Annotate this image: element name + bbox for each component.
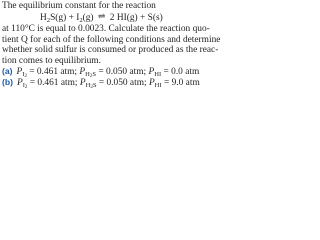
- eq-i-sub: 2: [79, 17, 83, 24]
- problem-text: [0, 0, 221, 90]
- part-b-v1: = 0.461 atm;: [27, 78, 80, 88]
- part-b-v2: = 0.050 atm;: [96, 78, 149, 88]
- part-b-s2b: 2: [90, 85, 93, 90]
- part-a-p2: P: [79, 67, 86, 77]
- part-a-s2b: 2: [89, 74, 93, 79]
- part-a-s2: H: [85, 71, 90, 78]
- part-a-v2: = 0.050 atm;: [96, 67, 149, 77]
- part-a-s1b: 2: [24, 74, 27, 79]
- part-a-p1: P: [16, 67, 23, 77]
- eq-h: H: [40, 13, 47, 23]
- part-b-s1b: 2: [24, 85, 28, 90]
- part-a-v1: = 0.461 atm;: [26, 67, 80, 77]
- eq-products: 2 HI(g) + S(s): [109, 13, 163, 23]
- part-a-label: (a): [2, 66, 13, 76]
- body-line-1: at 110°C is equal to 0.0023. Calculate the reaction quo-: [2, 24, 210, 34]
- equilibrium-arrow-icon: ⇌: [97, 11, 106, 21]
- eq-reactant2-rest: (g): [82, 13, 94, 23]
- body-line-3: whether solid sulfur is consumed or produced as the reac-: [2, 45, 219, 55]
- body-line-4: tion comes to equilibrium.: [2, 55, 101, 66]
- part-b-v3: = 9.0 atm: [161, 78, 200, 88]
- part-a-s2c: S: [92, 71, 97, 78]
- reaction-equation: [40, 12, 163, 24]
- part-b-s2: H: [85, 82, 91, 89]
- part-a-v3: = 0.0 atm: [161, 67, 200, 77]
- part-b-s3: HI: [154, 82, 162, 89]
- part-b: [2, 77, 200, 90]
- part-a-p3: P: [148, 67, 155, 77]
- part-b-p1: P: [16, 78, 23, 88]
- part-b-p3: P: [148, 78, 155, 88]
- intro-line: The equilibrium constant for the reaction: [2, 1, 156, 11]
- eq-reactant1-rest: S(g) + I: [50, 13, 80, 23]
- part-b-p2: P: [79, 78, 86, 88]
- eq-h-sub: 2: [46, 17, 51, 24]
- part-b-s2c: S: [92, 82, 97, 89]
- part-a-s3: HI: [154, 71, 162, 78]
- part-a-s1: I: [22, 71, 25, 78]
- part-b-s1: I: [22, 82, 25, 89]
- part-b-label: (b): [2, 77, 13, 87]
- body-line-2: tient Q for each of the following conditions and determine: [2, 34, 221, 45]
